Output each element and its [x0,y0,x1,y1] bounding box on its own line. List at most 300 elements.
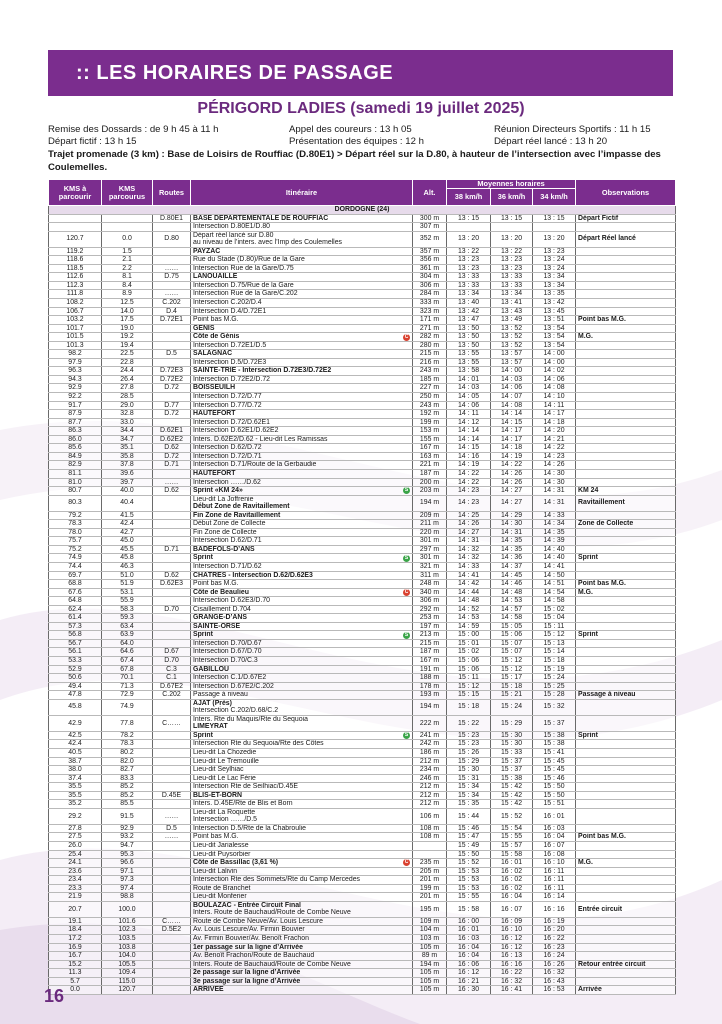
time-34-cell: 13 : 54 [533,341,576,350]
km-done-cell: 78.2 [102,731,153,740]
altitude-cell: 167 m [413,444,447,453]
table-row [49,393,676,402]
time-34-cell: 16 : 22 [533,935,576,944]
route-cell [153,256,191,265]
itinerary-cell [191,520,413,529]
route-cell [153,943,191,952]
itinerary-cell [191,528,413,537]
itinerary-cell [191,307,413,316]
km-done-cell: 97.1 [102,867,153,876]
time-34-cell: 14 : 51 [533,580,576,589]
km-rest-cell: 56.1 [49,648,102,657]
time-38-cell: 14 : 42 [447,580,491,589]
header-routes: Routes [153,180,191,206]
altitude-cell: 242 m [413,740,447,749]
itinerary-label: Lieu-dit La Chozedie [193,749,257,756]
km-rest-cell: 101.3 [49,341,102,350]
table-row [49,791,676,800]
altitude-cell: 304 m [413,273,447,282]
km-rest-cell: 112.3 [49,281,102,290]
time-38-cell: 13 : 34 [447,290,491,299]
observation-cell [576,749,676,758]
time-34-cell: 13 : 35 [533,290,576,299]
route-cell [153,952,191,961]
time-36-cell: 13 : 22 [491,247,533,256]
km-done-cell: 0.0 [102,231,153,247]
time-34-cell: 15 : 12 [533,631,576,640]
table-row [49,520,676,529]
route-cell: D.5E2 [153,926,191,935]
altitude-cell: 108 m [413,824,447,833]
km-done-cell: 34.4 [102,427,153,436]
time-38-cell: 14 : 06 [447,401,491,410]
header-moyennes: Moyennes horaires [447,180,576,189]
time-38-cell: 15 : 23 [447,731,491,740]
time-38-cell: 16 : 03 [447,935,491,944]
itinerary-label: Fin Zone de Collecte [193,528,257,536]
km-done-cell: 109.4 [102,969,153,978]
table-row [49,833,676,842]
time-36-cell: 15 : 07 [491,639,533,648]
km-done-cell: 64.0 [102,639,153,648]
itinerary-cell [191,715,413,731]
observation-cell [576,528,676,537]
km-rest-cell: 91.7 [49,401,102,410]
time-34-cell: 13 : 45 [533,307,576,316]
route-cell [153,614,191,623]
km-done-cell: 82.7 [102,766,153,775]
time-36-cell: 14 : 48 [491,588,533,597]
itinerary-cell [191,986,413,995]
itinerary-label: Route de Combe Neuve/Av. Louis Lescure [193,917,323,925]
altitude-cell: 253 m [413,614,447,623]
table-row [49,461,676,470]
table-row [49,281,676,290]
table-row [49,639,676,648]
itinerary-label: Lieu-dit Le Lac Férie [193,774,256,782]
route-cell: …… [153,264,191,273]
km-done-cell: 27.8 [102,384,153,393]
route-cell: D.72E3 [153,367,191,376]
itinerary-label: Lieu-dit La Joffrenie [193,495,254,503]
time-38-cell: 13 : 55 [447,350,491,359]
route-cell [153,766,191,775]
route-cell: D.5 [153,824,191,833]
observation-cell [576,281,676,290]
itinerary-label: Route de Branchet [193,884,251,892]
time-38-cell: 14 : 48 [447,597,491,606]
itinerary-cell [191,682,413,691]
km-rest-cell: 97.9 [49,358,102,367]
observation-cell [576,223,676,232]
itinerary-label: Intersection D.62E3/D.70 [193,597,270,605]
time-34-cell: 14 : 35 [533,528,576,537]
time-36-cell: 15 : 12 [491,665,533,674]
itinerary-cell [191,375,413,384]
km-done-cell: 85.5 [102,800,153,809]
km-rest-cell: 29.2 [49,808,102,824]
km-done-cell: 59.3 [102,614,153,623]
time-34-cell: 16 : 43 [533,977,576,986]
time-34-cell: 15 : 37 [533,715,576,731]
km-done-cell: 63.4 [102,622,153,631]
time-34-cell: 14 : 11 [533,401,576,410]
time-36-cell: 13 : 52 [491,341,533,350]
header-speed-34: 34 km/h [533,189,576,206]
altitude-cell: 209 m [413,511,447,520]
time-34-cell: 14 : 26 [533,461,576,470]
altitude-cell: 194 m [413,699,447,715]
itinerary-label: Lieu-dit Seylhiac [193,766,244,774]
table-row [49,901,676,917]
time-38-cell: 14 : 23 [447,487,491,496]
time-34-cell: 15 : 28 [533,691,576,700]
itinerary-cell [191,418,413,427]
altitude-cell: 200 m [413,478,447,487]
itinerary-label: Av. Louis Lescure/Av. Firmin Bouvier [193,926,305,934]
altitude-cell: 248 m [413,580,447,589]
itinerary-label: SAINTE-TRIE - Intersection D.72E3/D.72E2 [193,367,332,375]
itinerary-cell [191,384,413,393]
itinerary-label: Intersection D.4/D.72E1 [193,307,267,315]
table-row [49,977,676,986]
time-38-cell: 15 : 18 [447,699,491,715]
km-done-cell: 74.9 [102,699,153,715]
table-row [49,824,676,833]
table-row [49,580,676,589]
itinerary-label: GÉNIS [193,324,215,332]
time-36-cell: 14 : 27 [491,487,533,496]
itinerary-cell [191,824,413,833]
km-rest-cell: 118.6 [49,256,102,265]
itinerary-cell [191,487,413,496]
km-done-cell: 85.2 [102,783,153,792]
time-38-cell: 16 : 12 [447,969,491,978]
itinerary-label: Intersection Rte des Sommets/Rte du Camp Mercedes [193,876,360,884]
km-done-cell: 55.9 [102,597,153,606]
table-row [49,691,676,700]
table-row [49,622,676,631]
altitude-cell: 185 m [413,375,447,384]
itinerary-cell [191,648,413,657]
time-36-cell: 14 : 29 [491,511,533,520]
itinerary-cell [191,943,413,952]
km-done-cell: 42.4 [102,520,153,529]
time-34-cell: 16 : 16 [533,901,576,917]
table-row [49,333,676,342]
itinerary-cell [191,452,413,461]
observation-cell [576,808,676,824]
itinerary-label: CHÂTRES - Intersection D.62/D.62E3 [193,571,313,579]
km-done-cell: 45.8 [102,554,153,563]
itinerary-cell [191,808,413,824]
observation-cell [576,850,676,859]
itinerary-label: Intersection C.202/D.4 [193,299,262,307]
km-rest-cell: 80.3 [49,495,102,511]
itinerary-cell [191,977,413,986]
km-done-cell: 103.8 [102,943,153,952]
time-36-cell: 16 : 10 [491,926,533,935]
race-title: PÉRIGORD LADIES (samedi 19 juillet 2025) [197,100,525,117]
km-done-cell: 78.3 [102,740,153,749]
km-done-cell: 22.5 [102,350,153,359]
km-rest-cell: 85.6 [49,444,102,453]
time-38-cell: 16 : 04 [447,952,491,961]
info-dossards: Remise des Dossards : de 9 h 45 à 11 h [48,124,219,135]
observation-cell [576,766,676,775]
time-38-cell: 14 : 14 [447,427,491,436]
route-cell [153,597,191,606]
km-rest-cell: 78.0 [49,528,102,537]
time-38-cell: 15 : 00 [447,631,491,640]
time-34-cell: 16 : 24 [533,952,576,961]
time-38-cell: 14 : 22 [447,478,491,487]
itinerary-sublabel: Début Zone de Ravitaillement [193,503,290,511]
time-38-cell: 16 : 06 [447,960,491,969]
itinerary-label: BASE DÉPARTEMENTALE DE ROUFFIAC [193,214,329,222]
time-38-cell: 13 : 23 [447,256,491,265]
table-row [49,867,676,876]
observation-cell [576,307,676,316]
observation-cell [576,264,676,273]
time-36-cell: 14 : 35 [491,537,533,546]
time-38-cell: 15 : 49 [447,842,491,851]
km-done-cell: 8.4 [102,281,153,290]
route-cell: C.3 [153,665,191,674]
sprint-badge-icon: S [404,732,409,739]
km-done-cell: 67.8 [102,665,153,674]
itinerary-label: Côte de Génis [193,333,240,341]
table-row [49,410,676,419]
route-cell [153,986,191,995]
km-rest-cell: 35.5 [49,791,102,800]
itinerary-cell [191,393,413,402]
time-38-cell: 15 : 29 [447,757,491,766]
time-34-cell: 16 : 32 [533,969,576,978]
observation-cell [576,639,676,648]
itinerary-sublabel: Intersection ……/D.5 [193,816,257,824]
time-36-cell: 14 : 58 [491,614,533,623]
altitude-cell: 203 m [413,487,447,496]
route-cell: D.71 [153,545,191,554]
km-done-cell [102,214,153,223]
time-36-cell: 13 : 57 [491,358,533,367]
km-rest-cell: 52.9 [49,665,102,674]
table-row [49,214,676,223]
time-38-cell: 15 : 58 [447,901,491,917]
table-row [49,656,676,665]
itinerary-label: Départ réel lancé sur D.80 [193,231,274,239]
km-done-cell: 67.4 [102,656,153,665]
time-36-cell: 16 : 16 [491,960,533,969]
time-34-cell: 14 : 31 [533,487,576,496]
time-38-cell: 13 : 50 [447,341,491,350]
route-cell: D.70 [153,605,191,614]
observation-cell [576,461,676,470]
km-rest-cell: 38.0 [49,766,102,775]
km-rest-cell: 42.4 [49,740,102,749]
table-row [49,588,676,597]
route-cell: D.67 [153,648,191,657]
table-row [49,495,676,511]
time-34-cell: 14 : 00 [533,358,576,367]
km-done-cell: 24.4 [102,367,153,376]
time-34-cell: 14 : 20 [533,427,576,436]
route-cell: D.62E3 [153,580,191,589]
itinerary-cell [191,580,413,589]
time-34-cell: 13 : 20 [533,231,576,247]
time-38-cell: 15 : 11 [447,674,491,683]
itinerary-label: Sprint [193,554,213,562]
time-36-cell: 13 : 20 [491,231,533,247]
km-done-cell: 92.9 [102,824,153,833]
itinerary-label: Intersection D.71/Route de la Gerbaudie [193,461,317,469]
table-row [49,597,676,606]
itinerary-cell [191,926,413,935]
observation-cell [576,341,676,350]
route-cell [153,859,191,868]
table-row [49,324,676,333]
time-38-cell: 15 : 35 [447,800,491,809]
km-done-cell: 40.4 [102,495,153,511]
altitude-cell: 292 m [413,605,447,614]
section-header-band [48,50,673,96]
km-done-cell: 26.4 [102,375,153,384]
time-36-cell: 14 : 00 [491,367,533,376]
km-done-cell: 34.7 [102,435,153,444]
header-observations: Observations [576,180,676,206]
time-36-cell: 15 : 30 [491,731,533,740]
route-cell [153,358,191,367]
km-rest-cell: 120.7 [49,231,102,247]
time-34-cell: 15 : 50 [533,783,576,792]
itinerary-cell [191,639,413,648]
time-38-cell: 13 : 22 [447,247,491,256]
time-36-cell: 15 : 58 [491,850,533,859]
km-done-cell: 19.4 [102,341,153,350]
route-cell [153,850,191,859]
observation-cell [576,410,676,419]
itinerary-cell [191,231,413,247]
altitude-cell: 306 m [413,597,447,606]
observation-cell [576,876,676,885]
km-done-cell: 105.5 [102,960,153,969]
time-36-cell: 15 : 52 [491,808,533,824]
time-36-cell: 13 : 41 [491,299,533,308]
itinerary-label: Intersection Rue de la Gare/D.75 [193,264,294,272]
time-38-cell: 13 : 55 [447,358,491,367]
altitude-cell: 301 m [413,554,447,563]
itinerary-cell [191,605,413,614]
table-row [49,766,676,775]
time-34-cell: 14 : 34 [533,520,576,529]
itinerary-cell [191,214,413,223]
altitude-cell: 213 m [413,631,447,640]
itinerary-label: Lieu-dit Lalivin [193,867,238,875]
time-36-cell: 15 : 18 [491,682,533,691]
time-38-cell: 15 : 46 [447,824,491,833]
time-34-cell: 16 : 10 [533,859,576,868]
itinerary-label: Rue du Stade (D.80)/Rue de la Gare [193,256,305,264]
km-rest-cell: 79.2 [49,511,102,520]
itinerary-label: Intersection D.71/D.62 [193,562,262,570]
time-36-cell: 14 : 26 [491,469,533,478]
km-rest-cell: 94.3 [49,375,102,384]
km-done-cell: 37.8 [102,461,153,470]
altitude-cell: 246 m [413,774,447,783]
itinerary-cell [191,935,413,944]
itinerary-cell [191,435,413,444]
time-38-cell: 14 : 11 [447,410,491,419]
route-cell [153,969,191,978]
altitude-cell: 323 m [413,307,447,316]
itinerary-cell [191,478,413,487]
observation-cell: Ravitaillement [576,495,676,511]
table-row [49,358,676,367]
table-row [49,571,676,580]
altitude-cell: 250 m [413,393,447,402]
time-36-cell: 16 : 02 [491,867,533,876]
time-38-cell: 15 : 15 [447,691,491,700]
itinerary-label: 1er passage sur la ligne d’Arrivée [193,943,303,951]
observation-cell: Point bas M.G. [576,580,676,589]
time-38-cell: 14 : 31 [447,537,491,546]
altitude-cell: 306 m [413,281,447,290]
km-done-cell: 71.3 [102,682,153,691]
itinerary-label: Fin Zone de Ravitaillement [193,511,281,519]
km-rest-cell: 68.8 [49,580,102,589]
observation-cell [576,537,676,546]
route-cell [153,740,191,749]
time-34-cell: 16 : 20 [533,926,576,935]
table-row [49,648,676,657]
km-rest-cell: 45.8 [49,699,102,715]
table-row [49,247,676,256]
time-34-cell: 15 : 24 [533,674,576,683]
time-38-cell: 13 : 20 [447,231,491,247]
itinerary-label: Lieu-dit Puysorbier [193,850,251,858]
info-presentation: Présentation des équipes : 12 h [289,136,424,147]
time-34-cell: 15 : 14 [533,648,576,657]
km-rest-cell: 81.0 [49,478,102,487]
route-cell [153,554,191,563]
itinerary-label: Intersection D.72/D.77 [193,393,262,401]
km-rest-cell: 16.9 [49,943,102,952]
altitude-cell: 234 m [413,766,447,775]
altitude-cell: 352 m [413,231,447,247]
km-rest-cell: 84.9 [49,452,102,461]
observation-cell [576,350,676,359]
route-cell: D.77 [153,401,191,410]
itinerary-label: BLIS-ET-BORN [193,791,242,799]
time-38-cell: 13 : 33 [447,273,491,282]
itinerary-cell [191,316,413,325]
km-done-cell: 97.4 [102,884,153,893]
table-row [49,665,676,674]
itinerary-cell [191,783,413,792]
observation-cell [576,622,676,631]
itinerary-cell [191,495,413,511]
time-38-cell: 14 : 22 [447,469,491,478]
route-cell: D.62 [153,487,191,496]
observation-cell [576,367,676,376]
itinerary-cell [191,290,413,299]
route-cell: D.72E1 [153,316,191,325]
altitude-cell: 89 m [413,952,447,961]
observation-cell [576,757,676,766]
itinerary-sublabel: Inters. Route de Bauchaud/Route de Combe Neuve [193,909,351,917]
km-rest-cell: 61.4 [49,614,102,623]
